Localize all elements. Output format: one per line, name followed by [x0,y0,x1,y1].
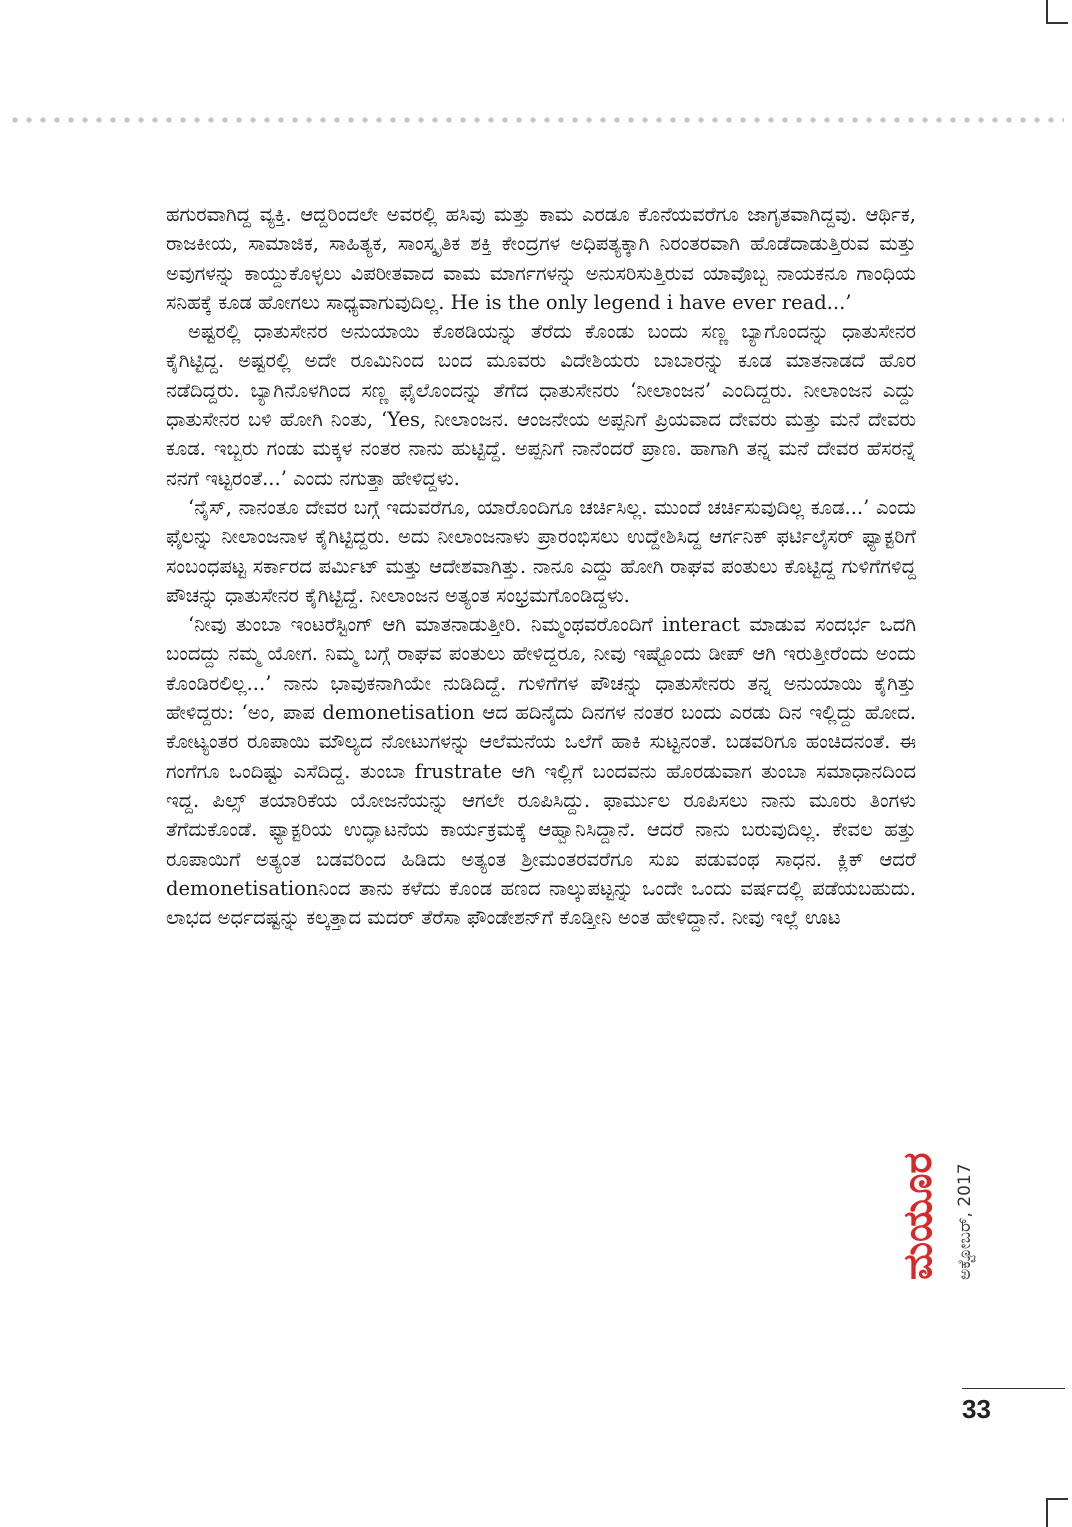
article-body [166,200,916,932]
crop-mark-top-right [1046,0,1068,24]
paragraph-3: ‘ನೈಸ್, ನಾನಂತೂ ದೇವರ ಬಗ್ಗೆ ಇದುವರೆಗೂ, ಯಾರೊಂದಿಗೂ ಚರ್ಚಿಸಿಲ್ಲ. ಮುಂದೆ ಚರ್ಚಿಸುವುದಿಲ್ಲ ಕೂಡ...’ ಎಂದು ಫೈಲನ್ನು ನೀಲಾಂಜನಾಳ ಕೈಗಿಟ್ಟಿದ್ದರು. ಅದು ನೀಲಾಂಜನಾಳು ಪ್ರಾರಂಭಿಸಲು ಉದ್ದೇಶಿಸಿದ್ದ ಆರ್ಗನಿಕ್ ಫರ್ಟಿಲೈಸರ್ ಫ್ಯಾಕ್ಟರಿಗೆ ಸಂಬಂಧಪಟ್ಟ ಸರ್ಕಾರದ ಪರ್ಮಿಟ್ ಮತ್ತು ಆದೇಶವಾಗಿತ್ತು. ನಾನೂ ಎದ್ದು ಹೋಗಿ ರಾಘವ ಪಂತುಲು ಕೊಟ್ಟಿದ್ದ ಗುಳಿಗೆಗಳಿದ್ದ ಪೌಚನ್ನು ಧಾತುಸೇನರ ಕೈಗಿಟ್ಟಿದ್ದೆ. ನೀಲಾಂಜನ ಅತ್ಯಂತ ಸಂಭ್ರಮಗೊಂಡಿದ್ದಳು. [166,495,916,607]
issue-date: ಅಕ್ಟೋಬರ್, 2017 [955,1163,975,1280]
dotted-header-rule [8,116,1064,124]
paragraph-4: ‘ನೀವು ತುಂಬಾ ಇಂಟರೆಸ್ಟಿಂಗ್ ಆಗಿ ಮಾತನಾಡುತ್ತೀರಿ. ನಿಮ್ಮಂಥವರೊಂದಿಗೆ interact ಮಾಡುವ ಸಂದರ್ಭ ಒದಗಿ ಬಂದದ್ದು ನಮ್ಮ ಯೋಗ. ನಿಮ್ಮ ಬಗ್ಗೆ ರಾಘವ ಪಂತುಲು ಹೇಳಿದ್ದರೂ, ನೀವು ಇಷ್ಟೊಂದು ಡೀಪ್ ಆಗಿ ಇರುತ್ತೀರೆಂದು ಅಂದು ಕೊಂಡಿರಲಿಲ್ಲ...’ ನಾನು ಭಾವುಕನಾಗಿಯೇ ನುಡಿದಿದ್ದೆ. ಗುಳಿಗೆಗಳ ಪೌಚನ್ನು ಧಾತುಸೇನರು ತನ್ನ ಅನುಯಾಯಿ ಕೈಗಿತ್ತು ಹೇಳಿದ್ದರು: ‘ಅಂ, ಪಾಪ demonetisation ಆದ ಹದಿನೈದು ದಿನಗಳ ನಂತರ ಬಂದು ಎರಡು ದಿನ ಇಲ್ಲಿದ್ದು ಹೋದ. ಕೋಟ್ಯಂತರ ರೂಪಾಯಿ ಮೌಲ್ಯದ ನೋಟುಗಳನ್ನು ಆಲೆಮನೆಯ ಒಲೆಗೆ ಹಾಕಿ ಸುಟ್ಟನಂತೆ. ಬಡವರಿಗೂ ಹಂಚಿದನಂತೆ. ಈ ಗಂಗೆಗೂ ಒಂದಿಷ್ಟು ಎಸೆದಿದ್ದ. ತುಂಬಾ frustrate ಆಗಿ ಇಲ್ಲಿಗೆ ಬಂದವನು ಹೊರಡುವಾಗ ತುಂಬಾ ಸಮಾಧಾನದಿಂದ ಇದ್ದ. ಪಿಲ್ಸ್ ತಯಾರಿಕೆಯ ಯೋಜನೆಯನ್ನು ಆಗಲೇ ರೂಪಿಸಿದ್ದು. ಫಾರ್ಮುಲ ರೂಪಿಸಲು ನಾನು ಮೂರು ತಿಂಗಳು ತೆಗೆದುಕೊಂಡೆ. ಫ್ಯಾಕ್ಟರಿಯ ಉದ್ಘಾಟನೆಯ ಕಾರ್ಯಕ್ರಮಕ್ಕೆ ಆಹ್ವಾನಿಸಿದ್ದಾನೆ. ಆದರೆ ನಾನು ಬರುವುದಿಲ್ಲ. ಕೇವಲ ಹತ್ತು ರೂಪಾಯಿಗೆ ಅತ್ಯಂತ ಬಡವರಿಂದ ಹಿಡಿದು ಅತ್ಯಂತ ಶ್ರೀಮಂತರವರೆಗೂ ಸುಖ ಪಡುವಂಥ ಸಾಧನ. ಕ್ಲಿಕ್ ಆದರೆ demonetisationನಿಂದ ತಾನು ಕಳೆದು ಕೊಂಡ ಹಣದ ನಾಲ್ಕುಪಟ್ಟನ್ನು ಒಂದೇ ಒಂದು ವರ್ಷದಲ್ಲಿ ಪಡೆಯಬಹುದು. ಲಾಭದ ಅರ್ಧದಷ್ಟನ್ನು ಕಲ್ಕತ್ತಾದ ಮದರ್ ತೆರೆಸಾ ಫೌಂಡೇಶನ್‌ಗೆ ಕೊಡ್ತೀನಿ ಅಂತ ಹೇಳಿದ್ದಾನೆ. ನೀವು ಇಲ್ಲೆ ಊಟ [166,613,916,930]
footer-rule [962,1388,1065,1389]
magazine-logo: ಮಯೂರ [895,1152,941,1280]
paragraph-2: ಅಷ್ಟರಲ್ಲಿ ಧಾತುಸೇನರ ಅನುಯಾಯಿ ಕೊಠಡಿಯನ್ನು ತೆರೆದು ಕೊಂಡು ಬಂದು ಸಣ್ಣ ಬ್ಯಾಗೊಂದನ್ನು ಧಾತುಸೇನರ ಕೈಗಿಟ್ಟಿದ್ದ. ಅಷ್ಟರಲ್ಲಿ ಅದೇ ರೂಮಿನಿಂದ ಬಂದ ಮೂವರು ವಿದೇಶಿಯರು ಬಾಬಾರನ್ನು ಕೂಡ ಮಾತನಾಡದೆ ಹೊರ ನಡೆದಿದ್ದರು. ಬ್ಯಾಗಿನೊಳಗಿಂದ ಸಣ್ಣ ಫೈಲೊಂದನ್ನು ತೆಗೆದ ಧಾತುಸೇನರು ‘ನೀಲಾಂಜನ’ ಎಂದಿದ್ದರು. ನೀಲಾಂಜನ ಎದ್ದು ಧಾತುಸೇನರ ಬಳಿ ಹೋಗಿ ನಿಂತು, ‘Yes, ನೀಲಾಂಜನ. ಆಂಜನೇಯ ಅಪ್ಪನಿಗೆ ಪ್ರಿಯವಾದ ದೇವರು ಮತ್ತು ಮನೆ ದೇವರು ಕೂಡ. ಇಬ್ಬರು ಗಂಡು ಮಕ್ಕಳ ನಂತರ ನಾನು ಹುಟ್ಟಿದ್ದೆ. ಅಪ್ಪನಿಗೆ ನಾನೆಂದರೆ ಪ್ರಾಣ. ಹಾಗಾಗಿ ತನ್ನ ಮನೆ ದೇವರ ಹೆಸರನ್ನೆ ನನಗೆ ಇಟ್ಟರಂತೆ...’ ಎಂದು ನಗುತ್ತಾ ಹೇಳಿದ್ದಳು. [166,320,916,490]
page-number: 33 [962,1394,991,1424]
paragraph-1: ಹಗುರವಾಗಿದ್ದ ವ್ಯಕ್ತಿ. ಆದ್ದರಿಂದಲೇ ಅವರಲ್ಲಿ ಹಸಿವು ಮತ್ತು ಕಾಮ ಎರಡೂ ಕೊನೆಯವರೆಗೂ ಜಾಗೃತವಾಗಿದ್ದವು. ಆರ್ಥಿಕ, ರಾಜಕೀಯ, ಸಾಮಾಜಿಕ, ಸಾಹಿತ್ಯಕ, ಸಾಂಸ್ಕೃತಿಕ ಶಕ್ತಿ ಕೇಂದ್ರಗಳ ಅಧಿಪತ್ಯಕ್ಕಾಗಿ ನಿರಂತರವಾಗಿ ಹೊಡೆದಾಡುತ್ತಿರುವ ಮತ್ತು ಅವುಗಳನ್ನು ಕಾಯ್ದುಕೊಳ್ಳಲು ವಿಪರೀತವಾದ ವಾಮ ಮಾರ್ಗಗಳನ್ನು ಅನುಸರಿಸುತ್ತಿರುವ ಯಾವೊಬ್ಬ ನಾಯಕನೂ ಗಾಂಧಿಯ ಸನಿಹಕ್ಕೆ ಕೂಡ ಹೋಗಲು ಸಾಧ್ಯವಾಗುವುದಿಲ್ಲ. He is the only legend i have ever read...’ [166,203,916,314]
crop-mark-bottom-right [1046,1498,1068,1527]
